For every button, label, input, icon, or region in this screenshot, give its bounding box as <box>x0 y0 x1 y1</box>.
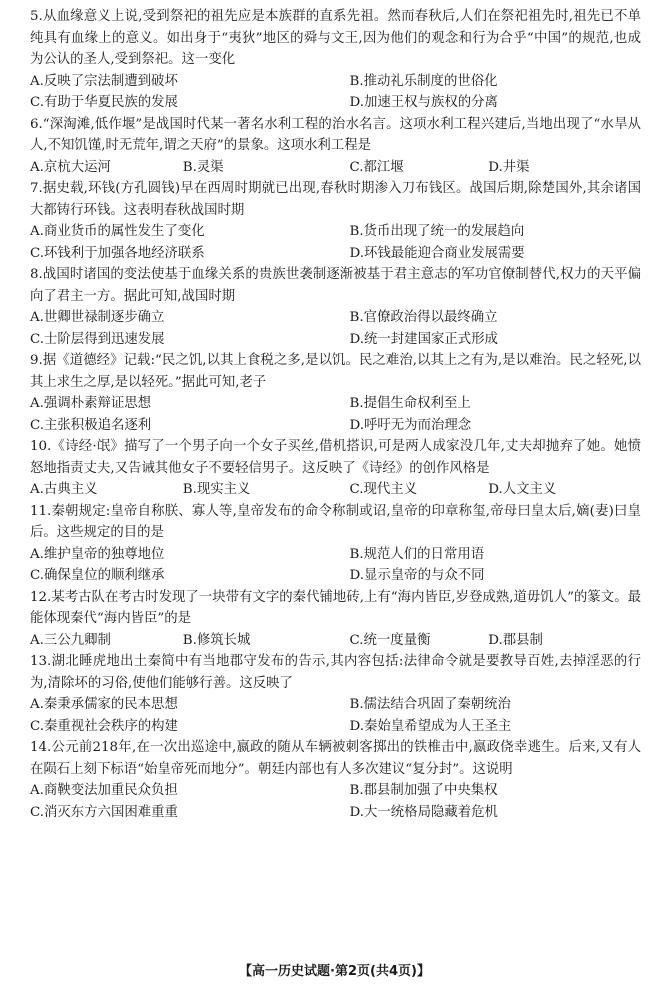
answer-option: B.郡县制加强了中央集权 <box>349 783 498 798</box>
question-stem: 14.公元前218年,在一次出巡途中,嬴政的随从车辆被刺客掷出的铁椎击中,嬴政侥幸逃生。后来,又有人在陨石上刻下标语“始皇帝死而地分”。朝廷内部也有人多次建议“复分封”。这说明 <box>30 740 641 777</box>
answer-option: D.加速王权与族权的分离 <box>349 95 498 110</box>
answer-option: A.商鞅变法加重民众负担 <box>30 783 178 798</box>
answer-option: A.秦秉承儒家的民本思想 <box>30 697 178 712</box>
answer-option: D.秦始皇希望成为人王圣主 <box>349 718 512 734</box>
answer-option: C.统一度量衡 <box>349 632 431 648</box>
question-stem: 7.据史载,环钱(方孔圆钱)早在西周时期就已出现,春秋时期渗入刀布钱区。战国后期,除楚国外,其余诸国大都铸行环钱。这表明春秋战国时期 <box>30 181 641 218</box>
question-stem: 9.据《道德经》记载:“民之饥,以其上食税之多,是以饥。民之难治,以其上之有为,是以难治。民之轻死,以其上求生之厚,是以轻死。”据此可知,老子 <box>30 353 641 390</box>
question-stem: 12.某考古队在考古时发现了一块带有文字的秦代铺地砖,上有“海内皆臣,岁登成熟,道毋饥人”的篆文。最能体现秦代“海内皆臣”的是 <box>30 589 641 626</box>
answer-option: D.人文主义 <box>488 482 557 497</box>
answer-option: A.三公九卿制 <box>30 632 111 648</box>
question-stem: 6.“深淘滩,低作堰”是战国时代某一著名水利工程的治水名言。这项水利工程兴建后,当地出现了“水旱从人,不知饥馑,时无荒年,谓之天府”的景象。这项水利工程是 <box>30 116 641 153</box>
answer-option: C.消灭东方六国困难重重 <box>30 804 178 820</box>
option-list <box>30 630 641 652</box>
answer-option: D.显示皇帝的与众不同 <box>349 568 485 583</box>
answer-option: C.环钱利于加强各地经济联系 <box>30 245 205 261</box>
question-block <box>30 264 641 350</box>
answer-option: A.反映了宗法制遭到破坏 <box>30 73 178 89</box>
option-list <box>30 780 641 823</box>
option-list <box>30 221 641 264</box>
answer-option: C.士阶层得到迅速发展 <box>30 331 165 347</box>
answer-option: B.推动礼乐制度的世俗化 <box>349 73 498 89</box>
answer-option: B.现实主义 <box>182 482 251 497</box>
question-list <box>30 6 641 823</box>
question-stem: 8.战国时诸国的变法使基于血缘关系的贵族世袭制逐渐被基于君主意志的军功官僚制替代,权力的天平偏向了君主一方。据此可知,战国时期 <box>30 267 641 304</box>
option-list <box>30 544 641 587</box>
answer-option: B.儒法结合巩固了秦朝统治 <box>349 697 511 712</box>
answer-option: B.提倡生命权利至上 <box>349 396 471 411</box>
question-block <box>30 114 641 179</box>
answer-option: A.强调朴素辩证思想 <box>30 396 152 411</box>
answer-option: B.官僚政治得以最终确立 <box>349 310 498 325</box>
option-list <box>30 157 641 179</box>
answer-option: C.确保皇位的顺利继承 <box>30 568 165 583</box>
answer-option: D.井渠 <box>488 159 530 175</box>
question-stem: 5.从血缘意义上说,受到祭祀的祖先应是本族群的直系先祖。然而春秋后,人们在祭祀祖先时,祖先已不单纯具有血缘上的意义。如出身于“夷狄”地区的舜与文王,因为他们的观念和行为合乎“中国”的规范,也成为公认的圣人,受到祭祀。这一变化 <box>30 9 641 67</box>
answer-option: B.灵渠 <box>182 159 224 175</box>
answer-option: C.秦重视社会秩序的构建 <box>30 718 178 734</box>
question-block <box>30 350 641 436</box>
answer-option: C.现代主义 <box>349 482 418 497</box>
question-stem: 13.湖北睡虎地出土秦简中有当地郡守发布的告示,其内容包括:法律命令就是要教导百姓,去掉淫恶的行为,清除坏的习俗,使他们能够行善。这反映了 <box>30 654 641 691</box>
question-block <box>30 651 641 737</box>
page-footer: 【高一历史试题·第2页(共4页)】 <box>239 964 430 979</box>
answer-option: D.呼吁无为而治理念 <box>349 417 472 433</box>
option-list <box>30 479 641 501</box>
question-block <box>30 501 641 587</box>
answer-option: C.有助于华夏民族的发展 <box>30 95 178 110</box>
answer-option: C.主张积极追名逐利 <box>30 417 152 433</box>
question-block <box>30 737 641 823</box>
answer-option: B.修筑长城 <box>182 632 251 648</box>
answer-option: A.古典主义 <box>30 482 98 497</box>
answer-option: A.维护皇帝的独尊地位 <box>30 546 165 562</box>
answer-option: A.世卿世禄制逐步确立 <box>30 310 165 325</box>
answer-option: B.规范人们的日常用语 <box>349 546 485 562</box>
question-block <box>30 587 641 652</box>
option-list <box>30 393 641 436</box>
answer-option: A.京杭大运河 <box>30 159 111 175</box>
option-list <box>30 694 641 737</box>
answer-option: A.商业货币的属性发生了变化 <box>30 224 205 239</box>
answer-option: D.统一封建国家正式形成 <box>349 331 498 347</box>
question-block <box>30 6 641 114</box>
option-list <box>30 71 641 114</box>
answer-option: D.大一统格局隐藏着危机 <box>349 804 498 820</box>
answer-option: B.货币出现了统一的发展趋向 <box>349 224 525 239</box>
question-stem: 10.《诗经·氓》描写了一个男子向一个女子买丝,借机搭识,可是两人成家没几年,丈夫却抛弃了她。她愤怒地指责丈夫,又告诫其他女子不要轻信男子。这反映了《诗经》的创作风格是 <box>30 439 641 476</box>
answer-option: D.环钱最能迎合商业发展需要 <box>349 245 525 261</box>
option-list <box>30 307 641 350</box>
question-stem: 11.秦朝规定:皇帝自称朕、寡人等,皇帝发布的命令称制或诏,皇帝的印章称玺,帝母曰皇太后,嫡(妻)曰皇后。这些规定的目的是 <box>30 503 641 540</box>
question-block <box>30 436 641 501</box>
answer-option: C.都江堰 <box>349 159 404 175</box>
answer-option: D.郡县制 <box>488 632 543 648</box>
question-block <box>30 178 641 264</box>
